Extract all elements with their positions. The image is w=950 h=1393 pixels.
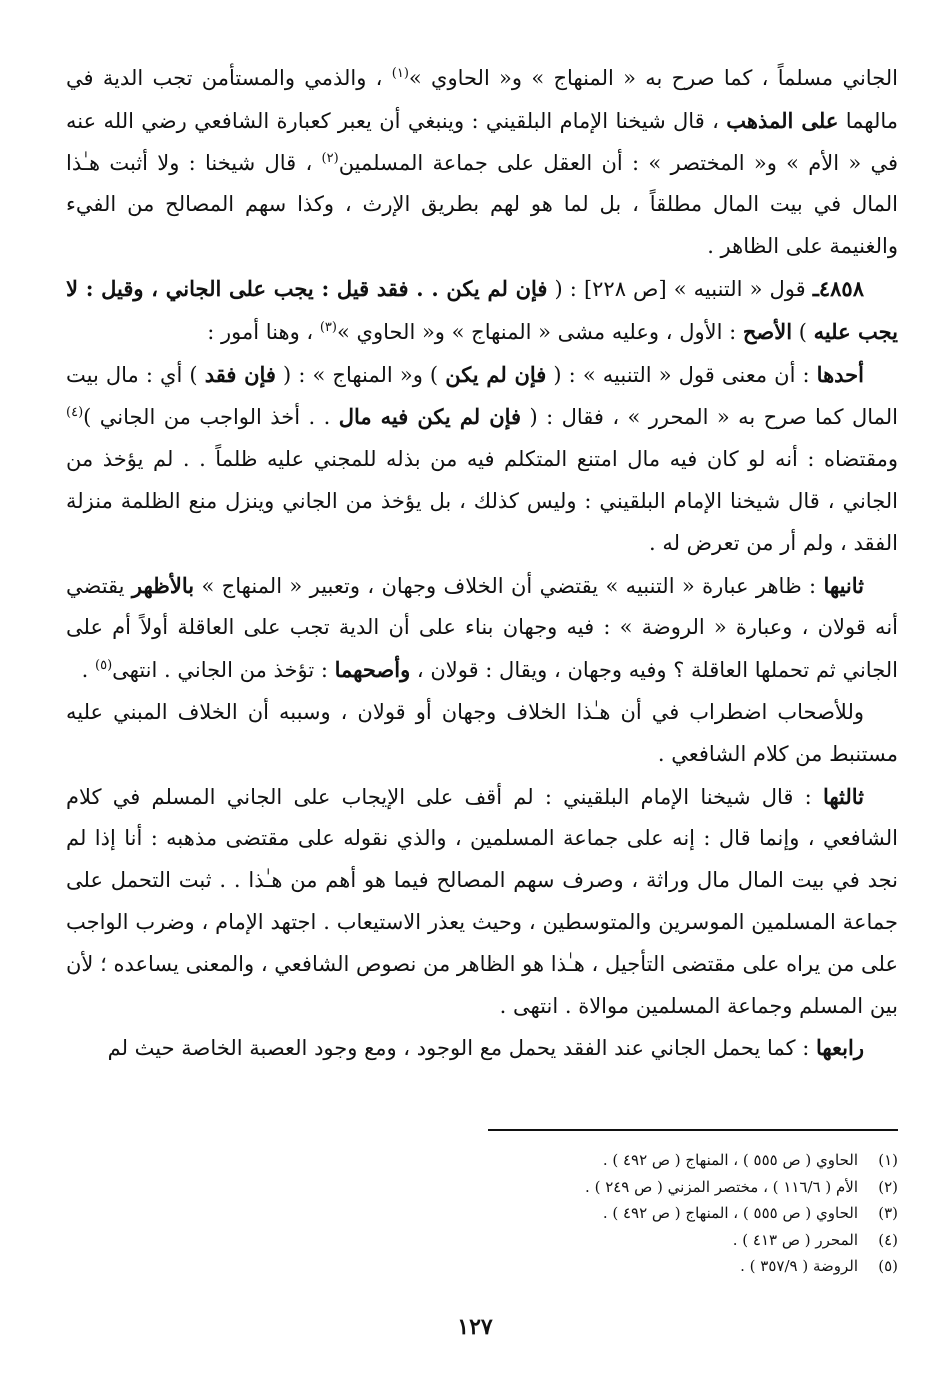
- footnote-number: (٤): [878, 1230, 898, 1249]
- bold-term: فإن لم يكن . . فقد قيل : يجب على الجاني ، وقيل : لا يجب عليه: [66, 275, 898, 344]
- footnote-ref: (٣): [319, 319, 337, 335]
- text-run: وللأصحاب اضطراب في أن هـٰذا الخلاف وجهان أو قولان ، وسببه أن الخلاف المبني عليه مستنبط من كلام الشافعي .: [66, 699, 898, 766]
- bold-term: على المذهب: [726, 107, 839, 133]
- main-text-body: [66, 58, 898, 1070]
- paragraph-p1: [66, 58, 898, 268]
- footnote-text: الأم ( ١١٦/٦ ) ، مختصر المزني ( ص ٢٤٩ ) .: [585, 1177, 858, 1196]
- text-run: [ص ٢٢٨]: [583, 276, 667, 301]
- page-number: ١٢٧: [457, 1314, 493, 1340]
- footnote-number: (١): [878, 1151, 898, 1169]
- paragraph-p5: [66, 692, 898, 776]
- footnote-ref: (٤): [66, 405, 84, 421]
- footnote-ref: (١): [391, 66, 409, 81]
- text-run: ): [792, 319, 814, 344]
- text-run: الجاني مسلماً ، كما صرح به « المنهاج » و« الحاوي »: [408, 66, 898, 90]
- bold-term: بالأظهر: [131, 572, 195, 598]
- text-run: : أن معنى قول « التنبيه » : (: [546, 362, 817, 387]
- bold-term: رابعها: [815, 1035, 864, 1061]
- bold-term: الأصح: [742, 318, 793, 344]
- bold-term: فإن لم يكن فيه مال: [338, 404, 522, 430]
- text-run: ، قال شيخنا : ولا أثبت هـٰذا المال في بيت المال مطلقاً ، بل لما هو لهم بطريق الإرث ، وكذا سهم المصالح من الفيء والغنيمة على الظاهر .: [66, 150, 898, 259]
- paragraph-p2: [66, 268, 898, 354]
- text-run: ، وهنا أمور :: [207, 319, 320, 344]
- bold-term: أحدها: [816, 361, 864, 387]
- footnote-number: (٥): [878, 1257, 898, 1275]
- footnote-item: [488, 1200, 898, 1227]
- text-run: ) أي : مال بيت المال كما صرح به « المحرر » ، فقال : (: [66, 362, 898, 430]
- text-run: : (: [547, 276, 584, 301]
- text-run: : تؤخذ من الجاني . انتهى: [112, 658, 335, 683]
- text-run: . . أخذ الواجب من الجاني ): [83, 405, 339, 430]
- bold-term: وأصحهما: [334, 657, 411, 683]
- text-run: : كما يحمل الجاني عند الفقد يحمل مع الوجود ، ومع وجود العصبة الخاصة حيث لم: [107, 1036, 816, 1061]
- bold-term: ثانيها: [823, 572, 864, 598]
- footnotes-list: [488, 1147, 898, 1280]
- bold-term: ثالثها: [822, 783, 864, 809]
- footnote-item: [488, 1174, 898, 1201]
- footnote-separator: [488, 1129, 898, 1131]
- text-run: : ظاهر عبارة « التنبيه » يقتضي أن الخلاف وجهان ، وتعبير « المنهاج »: [194, 573, 824, 598]
- bold-term: فإن فقد: [204, 361, 276, 387]
- footnote-text: الروضة ( ٣٥٧/٩ ) .: [740, 1257, 858, 1275]
- text-run: : الأول ، وعليه مشى « المنهاج » و« الحاوي »: [336, 319, 743, 344]
- footnote-item: [488, 1147, 898, 1174]
- footnote-ref: (٢): [321, 150, 339, 166]
- footnote-item: [488, 1253, 898, 1280]
- footnote-text: الحاوي ( ص ٥٥٥ ) ، المنهاج ( ص ٤٩٢ ) .: [602, 1204, 858, 1222]
- bold-term: ٤٨٥٨ـ: [812, 275, 864, 301]
- text-run: ، قال شيخنا الإمام البلقيني : وينبغي أن يعبر كعبارة الشافعي رضي الله عنه في « الأم » و« المختصر » : أن العقل على جماعة المسلمين: [66, 108, 898, 175]
- footnote-number: (٣): [878, 1204, 898, 1222]
- text-run: يقتضي أنه قولان ، وعبارة « الروضة » : فيه وجهان بناء على أن الدية تجب على العاقلة أولاً أم على الجاني ثم تحملها العاقلة ؟ وفيه وجهان ، ويقال : قولان ،: [66, 573, 898, 683]
- paragraph-p3: [66, 354, 898, 565]
- paragraph-p6: [66, 776, 898, 1028]
- bold-term: فإن لم يكن: [445, 361, 547, 387]
- text-run: ، والذمي والمستأمن تجب الدية في مالهما: [66, 66, 898, 133]
- footnote-item: [488, 1227, 898, 1254]
- paragraph-p4: [66, 565, 898, 692]
- footnote-ref: (٥): [95, 658, 113, 674]
- text-run: ) و« المنهاج » : (: [275, 362, 446, 387]
- text-run: : قال شيخنا الإمام البلقيني : لم أقف على الإيجاب على الجاني المسلم في كلام الشافعي ، وإنما قال : إنه على جماعة المسلمين ، والذي نقوله على مقتضى مذهبه : أنا إذا لم نجد في بيت المال مال وراثة ، وصرف سهم المصالح فيما هو أهم من هـٰذا . . ثبت التحمل على جماعة المسلمين الموسرين والمتوسطين ، وحيث يعذر الاستيعاب . اجتهد الإمام ، وضرب الواجب على من يراه على مقتضى التأجيل ، هـٰذا هو الظاهر من نصوص الشافعي ، والمعنى يساعده ؛ لأن بين المسلم وجماعة المسلمين موالاة . انتهى .: [66, 784, 898, 1018]
- paragraph-p7: [66, 1027, 898, 1070]
- text-run: قول « التنبيه »: [666, 276, 813, 301]
- text-run: ومقتضاه : أنه لو كان فيه مال امتنع المتكلم فيه من بذله للمجني عليه ظلماً . . لم يؤخذ من الجاني ، قال شيخنا الإمام البلقيني : وليس كذلك ، بل يؤخذ من الجاني وينزل منع الظلمة منزلة الفقد ، ولم أر من تعرض له .: [66, 447, 898, 555]
- footnote-text: الحاوي ( ص ٥٥٥ ) ، المنهاج ( ص ٤٩٢ ) .: [602, 1151, 858, 1169]
- footnote-number: (٢): [878, 1177, 898, 1196]
- footnote-text: المحرر ( ص ٤١٣ ) .: [732, 1230, 858, 1249]
- text-run: .: [81, 658, 96, 683]
